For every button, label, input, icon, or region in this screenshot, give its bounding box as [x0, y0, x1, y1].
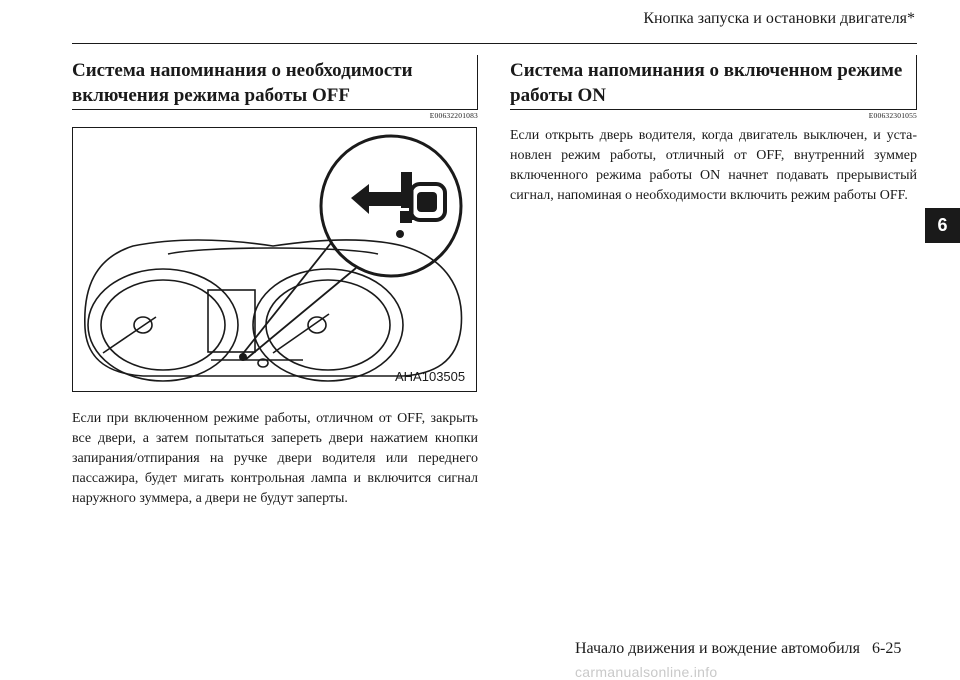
running-header: Кнопка запуска и остановки двигателя* [643, 10, 915, 27]
right-section-heading [510, 55, 917, 110]
left-section-code: E00632201083 [429, 111, 478, 120]
left-section-heading [72, 55, 478, 110]
right-heading-line1: Система напоминания о включенном режиме [510, 60, 903, 81]
watermark: carmanualsonline.info [575, 664, 718, 680]
left-paragraph: Если при включенном режиме работы, отличном от OFF, закрыть все двери, а затем попытаться запереть двери нажатием кнопки запирания/отпирания на ручке двери водителя или переднего пассажира, будет мигать контрольная лампа и включится сигнал наружного зуммера, а двери не будут заперты. [72, 411, 478, 506]
left-heading-line1: Система напоминания о необходимости [72, 60, 413, 81]
footer-section-title: Начало движения и вождение автомобиля [574, 640, 860, 657]
right-heading-line2: работы ON [510, 85, 606, 106]
instrument-cluster-illustration [73, 128, 476, 391]
key-warning-icon [351, 172, 445, 238]
instrument-cluster-figure [72, 127, 477, 392]
header-rule [72, 43, 917, 44]
chapter-tab[interactable]: 6 [925, 208, 960, 243]
right-section-code: E00632301055 [868, 111, 917, 120]
left-heading-line2: включения режима работы OFF [72, 85, 350, 106]
right-paragraph: Если открыть дверь водителя, когда двигатель выключен, и уста-новлен режим работы, отличный от OFF, внутренний зуммер включенного режима работы ON начнет подавать прерывистый сигнал, напоминая о необходимости включить режим работы OFF. [510, 128, 917, 203]
figure-label: AHA103505 [395, 369, 466, 384]
page-number: 6-25 [872, 640, 902, 657]
